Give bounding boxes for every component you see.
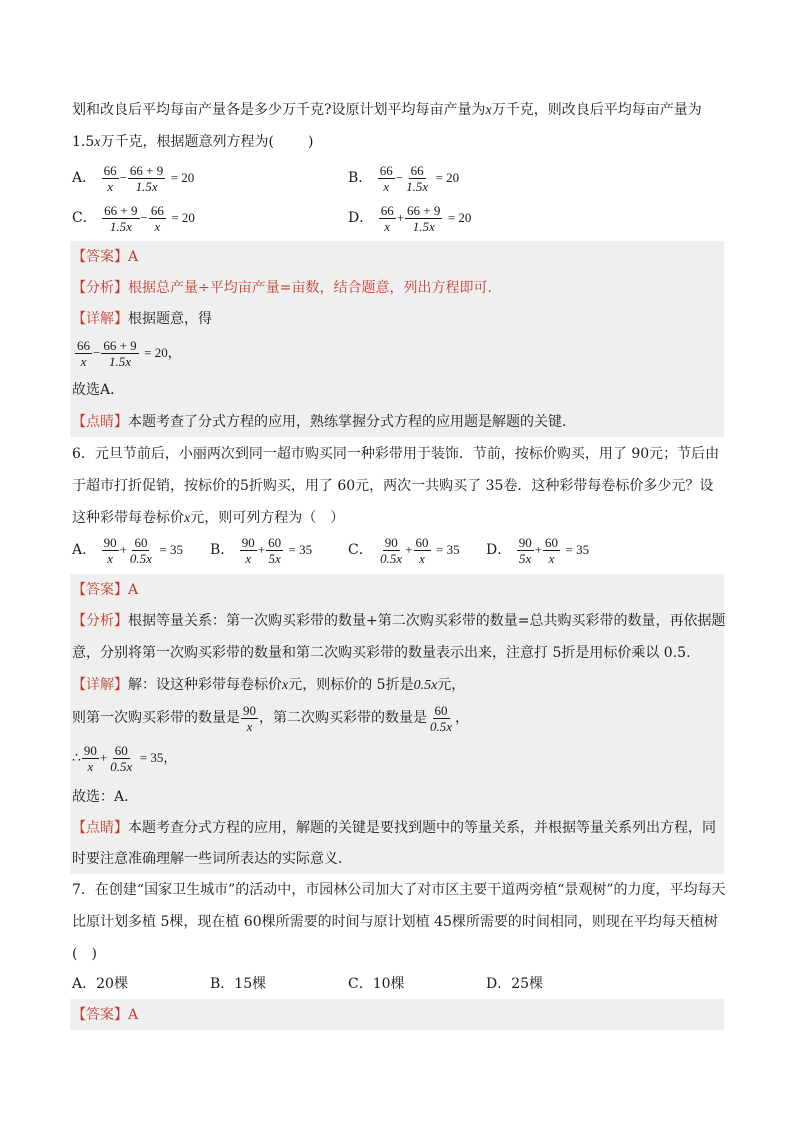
q7-stem-line2: 比原计划多植 5棵，现在植 60棵所需要的时间与原计划植 45棵所需要的时间相同，则现在平均每天植树 [72, 914, 718, 930]
q5-stem-line2: 1.5x万千克，根据题意列方程为( ) [72, 134, 314, 150]
q6-stem-line3: 这种彩带每卷标价x元，则可列方程为（ ） [72, 510, 345, 526]
q6-analysis-line2: 意，分别将第一次购买彩带的数量和第二次购买彩带的数量表示出来，注意打 5折是用标价乘以 0.5. [72, 645, 691, 661]
q5-comment: 【点睛】本题考查了分式方程的应用，熟练掌握分式方程的应用题是解题的关键． [72, 414, 576, 430]
q5-stem-line1: 划和改良后平均每亩产量各是多少万千克?设原计划平均每亩产量为x万千克，则改良后平均每亩产量为 [72, 102, 702, 118]
q5-option-a[interactable]: A． $\frac{66}{x}$ − $\frac{66 + 9}{1.5x}$ = 20 [72, 162, 195, 194]
q5-option-c[interactable]: C． $\frac{66 + 9}{1.5x}$ − $\frac{66}{x}$ = 20 [72, 202, 195, 234]
q6-option-a[interactable]: A． $\frac{90}{x}$ + $\frac{60}{0.5x}$ = 35 [72, 534, 183, 566]
q6-detail-line2: 则第一次购买彩带的数量是 $\frac{90}{x}$ ，第二次购买彩带的数量是 $\frac{60}{0.5x}$ ， [72, 702, 470, 734]
q5-answer: 【答案】A [72, 249, 139, 265]
q7-option-d[interactable]: D．25棵 [486, 976, 544, 992]
q6-comment-line2: 时要注意准确理解一些词所表达的实际意义． [72, 851, 352, 867]
q5-detail: 【详解】根据题意，得 [72, 311, 212, 327]
q6-option-d[interactable]: D． $\frac{90}{5x}$ + $\frac{60}{x}$ = 35 [486, 534, 590, 566]
q6-detail-line1: 【详解】解：设这种彩带每卷标价x元，则标价的 5折是0.5x元， [72, 677, 466, 693]
q6-stem-line2: 于超市打折促销，按标价的5折购买，用了 60元，两次一共购买了 35卷．这种彩带每卷标价多少元？设 [72, 478, 714, 494]
q6-conclusion: 故选：A． [72, 789, 139, 805]
q5-option-d[interactable]: D． $\frac{66}{x}$ + $\frac{66 + 9}{1.5x}$ = 20 [348, 202, 472, 234]
q7-stem-line3: ( ) [72, 946, 97, 962]
q6-detail-equation: ∴ $\frac{90}{x}$ + $\frac{60}{0.5x}$ = 35， [72, 742, 177, 774]
q6-analysis-line1: 【分析】根据等量关系：第一次购买彩带的数量+第二次购买彩带的数量=总共购买彩带的数量，再依据题 [72, 613, 726, 629]
q6-comment-line1: 【点睛】本题考查分式方程的应用，解题的关键是要找到题中的等量关系，并根据等量关系列出方程，同 [72, 820, 716, 836]
q7-option-a[interactable]: A．20棵 [72, 976, 128, 992]
q5-conclusion: 故选A． [72, 382, 125, 398]
q5-option-b[interactable]: B． $\frac{66}{x}$ − $\frac{66}{1.5x}$ = 20 [348, 162, 460, 194]
q7-option-c[interactable]: C．10棵 [348, 976, 405, 992]
q6-stem-line1: 6．元旦节前后，小丽两次到同一超市购买同一种彩带用于装饰．节前，按标价购买，用了 90元；节后由 [72, 446, 720, 462]
q5-analysis: 【分析】根据总产量÷平均亩产量=亩数，结合题意，列出方程即可． [72, 280, 502, 296]
q6-option-b[interactable]: B． $\frac{90}{x}$ + $\frac{60}{5x}$ = 35 [210, 534, 313, 566]
q7-option-b[interactable]: B．15棵 [210, 976, 267, 992]
q5-detail-equation: $\frac{66}{x}$ − $\frac{66 + 9}{1.5x}$ = 20， [77, 337, 181, 369]
q6-option-c[interactable]: C． $\frac{90}{0.5x}$ + $\frac{60}{x}$ = 35 [348, 534, 460, 566]
q6-answer: 【答案】A [72, 582, 139, 598]
q7-stem-line1: 7．在创建“国家卫生城市”的活动中，市园林公司加大了对市区主要干道两旁植“景观树”的力度，平均每天 [72, 882, 726, 898]
q7-answer: 【答案】A [72, 1007, 139, 1023]
